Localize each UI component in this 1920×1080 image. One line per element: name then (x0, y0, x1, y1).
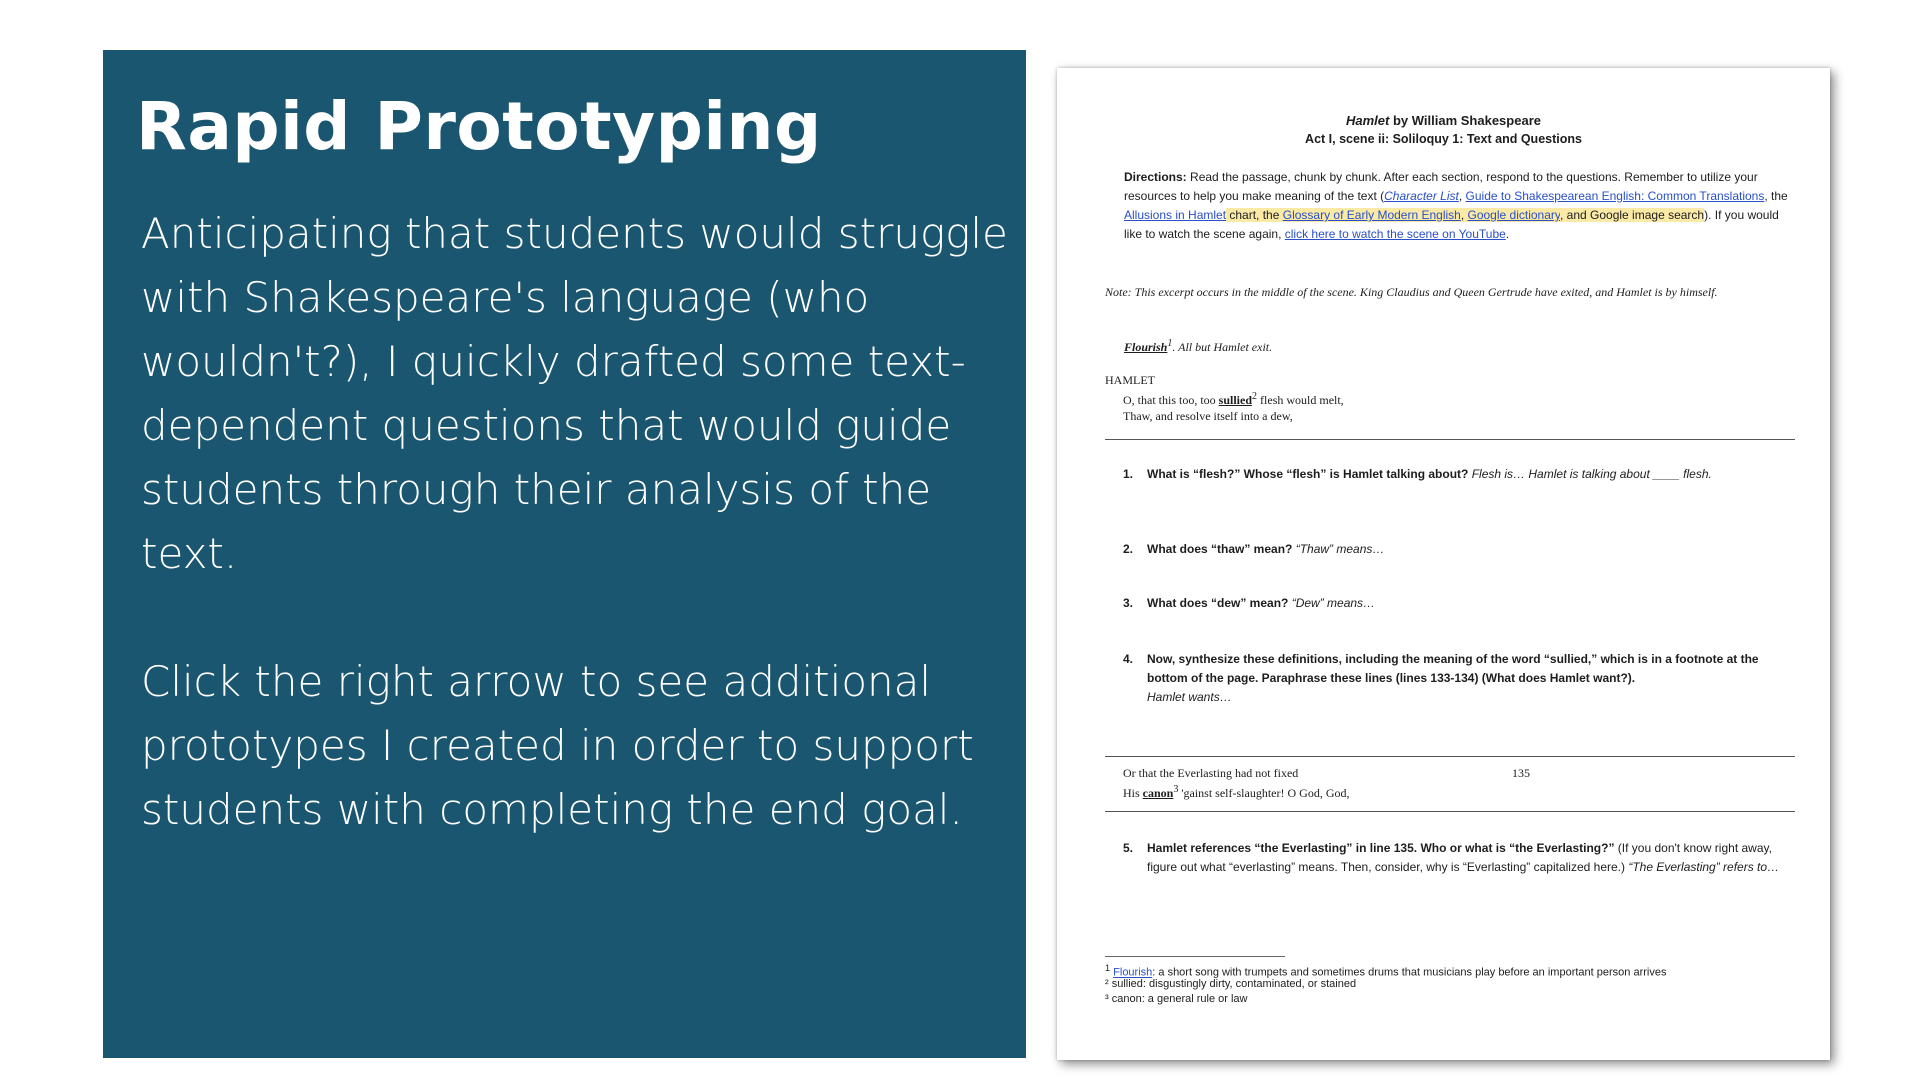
question-4 (1123, 650, 1793, 707)
panel-paragraph-2: Click the right arrow to see additional prototypes I created in order to support students with completing the end goal. (141, 657, 974, 834)
verse-text: flesh would melt, (1257, 393, 1344, 407)
question-3 (1123, 594, 1793, 613)
word-sullied: sullied (1218, 393, 1253, 407)
sentence-starter: “The Everlasting” refers to… (1625, 860, 1780, 874)
directions-text: . (1505, 227, 1510, 241)
sentence-starter: “Thaw” means… (1292, 542, 1385, 556)
sentence-starter: Flesh is… Hamlet is talking about ____ flesh. (1468, 467, 1712, 481)
speaker-name: HAMLET (1105, 373, 1155, 387)
panel-paragraph-1: Anticipating that students would struggle with Shakespeare's language (who wouldn't?), I quickly drafted some text-dependent questions that would guide students through their analysis of the text. (141, 209, 1008, 578)
link-flourish[interactable]: Flourish (1113, 966, 1153, 979)
sentence-starter: “Dew” means… (1288, 596, 1376, 610)
question-prompt: What does “dew” mean? (1147, 596, 1289, 610)
stage-direction-text: . All but Hamlet exit. (1172, 340, 1273, 354)
footnote-3: ³ canon: a general rule or law (1105, 993, 1248, 1005)
panel-body (141, 202, 1021, 842)
link-allusions-in-hamlet[interactable]: Allusions in Hamlet (1124, 208, 1227, 222)
footnote-number: 1 (1105, 963, 1111, 973)
question-number: 2. (1123, 542, 1134, 556)
verse-text: His (1123, 786, 1143, 800)
doc-subtitle: Act I, scene ii: Soliloquy 1: Text and Questions (1305, 132, 1582, 146)
divider (1105, 439, 1795, 440)
link-glossary[interactable]: Glossary of Early Modern English (1282, 208, 1461, 222)
google-image-search: Google image search (1590, 208, 1705, 222)
directions-text: , the (1764, 189, 1788, 203)
line-number: 135 (1512, 766, 1530, 780)
verse-text: 'gainst self-slaughter! O God, God, (1178, 786, 1350, 800)
footnote-text: : a short song with trumpets and sometimes drums that musicians play before an important person arrives (1152, 966, 1667, 979)
verse-line-4 (1123, 784, 1350, 801)
footnote-ref-3: 3 (1173, 784, 1179, 795)
directions-sep: , (1460, 208, 1468, 222)
question-number: 4. (1123, 652, 1134, 666)
footnote-2: ² sullied: disgustingly dirty, contaminated, or stained (1105, 978, 1357, 990)
question-number: 1. (1123, 467, 1134, 481)
directions-text: chart, the (1226, 208, 1283, 222)
doc-title (1057, 113, 1830, 128)
question-5 (1123, 839, 1793, 877)
doc-title-author: by William Shakespeare (1389, 113, 1541, 128)
doc-title-play: Hamlet (1346, 113, 1390, 128)
directions-text: Read the passage, chunk by chunk. After each section, respond to the questions. Remember to utilize your resources to help you make meaning of the text ( (1124, 170, 1758, 203)
document-page (1057, 68, 1830, 1060)
sentence-starter: Hamlet wants… (1147, 690, 1232, 704)
link-guide-shakespearean-english[interactable]: Guide to Shakespearean English: Common Translations (1465, 189, 1765, 203)
footnote-ref-1: 1 (1167, 338, 1173, 349)
verse-line-2: Thaw, and resolve itself into a dew, (1123, 409, 1293, 423)
question-number: 3. (1123, 596, 1134, 610)
divider (1105, 756, 1795, 757)
footnote-divider (1105, 956, 1285, 957)
question-prompt: What does “thaw” mean? (1147, 542, 1293, 556)
panel-title: Rapid Prototyping (136, 88, 822, 165)
flourish-word: Flourish (1124, 340, 1168, 354)
directions-text: ). If you would like to watch the scene again, (1124, 208, 1779, 241)
verse-line-1 (1123, 391, 1344, 408)
link-youtube-scene[interactable]: click here to watch the scene on YouTube (1284, 227, 1506, 241)
word-canon: canon (1142, 786, 1174, 800)
verse-line-3: Or that the Everlasting had not fixed (1123, 766, 1299, 780)
footnote-1 (1105, 963, 1666, 979)
link-character-list[interactable]: Character List (1384, 189, 1459, 203)
description-panel (103, 50, 1026, 1058)
question-2 (1123, 540, 1793, 559)
verse-text: O, that this too, too (1123, 393, 1219, 407)
question-prompt: What is “flesh?” Whose “flesh” is Hamlet talking about? (1147, 467, 1469, 481)
question-hint: (If you don't know right away, figure out what “everlasting” means. Then, consider, why is “Everlasting” capitalized here.) (1147, 841, 1772, 874)
directions-label: Directions: (1124, 170, 1187, 184)
directions (1124, 168, 1789, 244)
question-number: 5. (1123, 841, 1134, 855)
question-prompt: Hamlet references “the Everlasting” in line 135. Who or what is “the Everlasting?” (1147, 841, 1615, 855)
scene-note: Note: This excerpt occurs in the middle of the scene. King Claudius and Queen Gertrude have exited, and Hamlet is by himself. (1105, 285, 1718, 299)
directions-sep: , (1458, 189, 1466, 203)
divider (1105, 811, 1795, 812)
footnote-ref-2: 2 (1252, 391, 1258, 402)
question-prompt: Now, synthesize these definitions, including the meaning of the word “sullied,” which is in a footnote at the bottom of the page. Paraphrase these lines (lines 133-134) (What does Hamlet want?). (1147, 652, 1759, 685)
link-google-dictionary[interactable]: Google dictionary (1467, 208, 1560, 222)
stage-direction (1124, 338, 1272, 355)
directions-text: , and (1560, 208, 1591, 222)
question-1 (1123, 465, 1793, 484)
